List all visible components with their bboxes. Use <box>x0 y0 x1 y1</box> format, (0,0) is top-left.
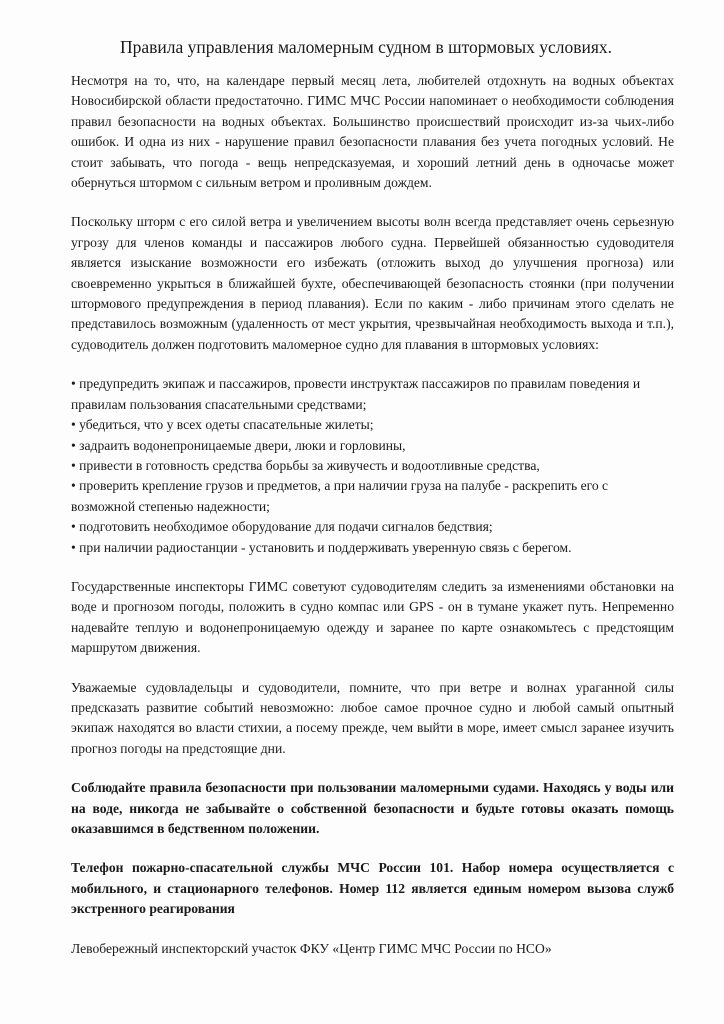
storm-preparation-paragraph: Поскольку шторм с его силой ветра и увеличением высоты волн всегда представляет очень серьезную угрозу для членов команды и пассажиров любого судна. Первейшей обязанностью судоводителя является изыскание возможности его избежать (отложить выход до улучшения прогноза) или своевременно укрыться в ближайшей бухте, обеспечивающей безопасность стоянки (при получении штормового предупреждения в период плавания). Если по каким - либо причинам этого сделать не представилось возможным (удаленность от мест укрытия, чрезвычайная необходимость выхода и т.п.), судоводитель должен подготовить маломерное судно для плавания в штормовых условиях: <box>71 214 674 352</box>
checklist-item: • задраить водонепроницаемые двери, люки и горловины, <box>71 437 406 453</box>
checklist-item: • привести в готовность средства борьбы за живучесть и водоотливные средства, <box>71 457 540 473</box>
advice-paragraph: Государственные инспекторы ГИМС советуют судоводителям следить за изменениями обстановки на воде и прогнозом погоды, положить в судно компас или GPS - он в тумане укажет путь. Непременно надевайте теплую и водонепроницаемую одежду и заранее по карте ознакомьтесь с предстоящим маршрутом движения. <box>71 578 674 656</box>
document-title: Правила управления маломерным судном в штормовых условиях. <box>119 37 613 57</box>
safety-notice: Соблюдайте правила безопасности при пользовании маломерными судами. Находясь у воды или на воде, никогда не забывайте о собственной безопасности и будьте готовы оказать помощь оказавшимся в бедственном положении. <box>71 780 674 836</box>
warning-paragraph: Уважаемые судовладельцы и судоводители, помните, что при ветре и волнах ураганной силы предсказать развитие событий невозможно: любое самое прочное судно и любой самый опытный экипаж находятся во власти стихии, а посему прежде, чем выйти в море, имеет смысл заранее изучить прогноз погоды на предстоящие дни. <box>71 679 674 756</box>
checklist-item: • предупредить экипаж и пассажиров, провести инструктаж пассажиров по правилам поведения и правилам пользования спасательными средствами; <box>71 376 641 412</box>
preparation-checklist <box>71 374 674 558</box>
checklist-item: • при наличии радиостанции - установить и поддерживать уверенную связь с берегом. <box>71 539 572 555</box>
checklist-item: • подготовить необходимое оборудование для подачи сигналов бедствия; <box>71 519 493 535</box>
signature-line: Левобережный инспекторский участок ФКУ «Центр ГИМС МЧС России по НСО» <box>71 940 552 956</box>
checklist-item: • убедиться, что у всех одеты спасательные жилеты; <box>71 417 374 433</box>
intro-paragraph: Несмотря на то, что, на календаре первый месяц лета, любителей отдохнуть на водных объектах Новосибирской области предостаточно. ГИМС МЧС России напоминает о необходимости соблюдения правил безопасности на водных объектах. Большинство происшествий происходит из-за чьих-либо ошибок. И одна из них - нарушение правил безопасности плавания без учета погодных условий. Не стоит забывать, что погода - вещь непредсказуемая, и хороший летний день в одночасье может обернуться штормом с сильным ветром и проливным дождем. <box>71 73 674 191</box>
document-body <box>71 71 674 959</box>
emergency-phone-notice: Телефон пожарно-спасательной службы МЧС России 101. Набор номера осуществляется с мобильного, и стационарного телефонов. Номер 112 является единым номером вызова служб экстренного реагирования <box>71 860 674 917</box>
checklist-item: • проверить крепление грузов и предметов, а при наличии груза на палубе - раскрепить его с возможной степенью надежности; <box>71 478 609 514</box>
